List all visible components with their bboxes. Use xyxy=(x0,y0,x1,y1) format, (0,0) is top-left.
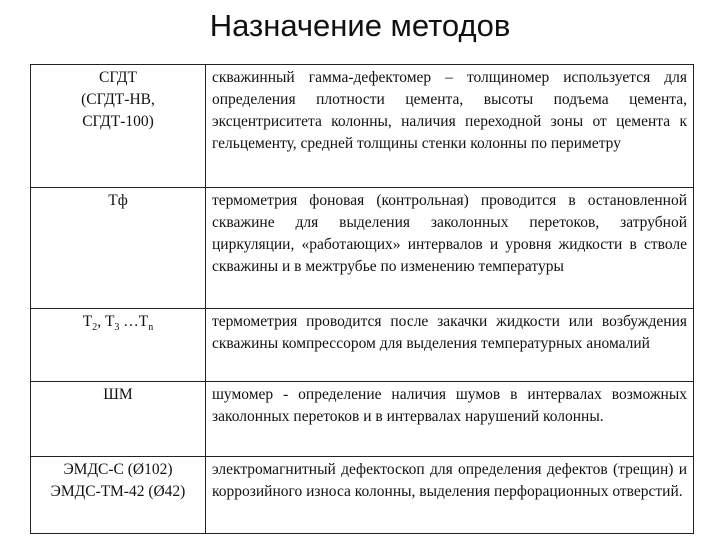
method-code-line: ЭМДС-ТМ-42 (Ø42) xyxy=(50,483,186,500)
table-row xyxy=(31,457,694,534)
method-code-line: ЭМДС-С (Ø102) xyxy=(63,461,173,478)
method-description: термометрия фоновая (контрольная) проводится в остановленной скважине для выделения заколонных перетоков, затрубной циркуляции, «работающих» интервалов и уровня жидкости в стволе скважины и в межтрубье по изменению температуры xyxy=(206,188,694,309)
method-code-line: СГДТ-100) xyxy=(82,113,154,130)
method-description: скважинный гамма-дефектомер – толщиномер используется для определения плотности цемента, высоты подъема цемента, эксцентриситета колонны, наличия переходной зоны от цемента к гельцементу, средней толщины стенки колонны по периметру xyxy=(206,65,694,188)
method-description: шумомер - определение наличия шумов в интервалах возможных заколонных перетоков и в интервалах нарушений колонны. xyxy=(206,382,694,457)
code-letter: Т xyxy=(82,313,93,330)
method-code-line: ШМ xyxy=(103,386,133,403)
code-subscript: 2 xyxy=(92,322,98,334)
method-code-cell xyxy=(31,65,206,188)
code-letter: Т xyxy=(104,313,115,330)
code-ellipsis: …Т xyxy=(119,313,149,330)
method-code-line: (СГДТ-НВ, xyxy=(81,91,155,108)
method-code-line: Тф xyxy=(108,192,128,209)
method-code-cell xyxy=(31,188,206,309)
table-row xyxy=(31,382,694,457)
table-row xyxy=(31,188,694,309)
methods-table xyxy=(30,64,694,534)
method-code-cell xyxy=(31,309,206,382)
method-code-line xyxy=(31,311,205,333)
code-separator: , xyxy=(97,313,105,330)
method-code-line: СГДТ xyxy=(99,69,137,86)
code-subscript: 3 xyxy=(114,322,120,334)
method-description: электромагнитный дефектоскоп для определения дефектов (трещин) и коррозийного износа колонны, выделения перфорационных отверстий. xyxy=(206,457,694,534)
code-subscript: n xyxy=(148,322,154,334)
page-title: Назначение методов xyxy=(209,8,511,43)
method-code-cell xyxy=(31,382,206,457)
table-row xyxy=(31,309,694,382)
method-code-cell xyxy=(31,457,206,534)
method-description: термометрия проводится после закачки жидкости или возбуждения скважины компрессором для выделения температурных аномалий xyxy=(206,309,694,382)
table-row xyxy=(31,65,694,188)
